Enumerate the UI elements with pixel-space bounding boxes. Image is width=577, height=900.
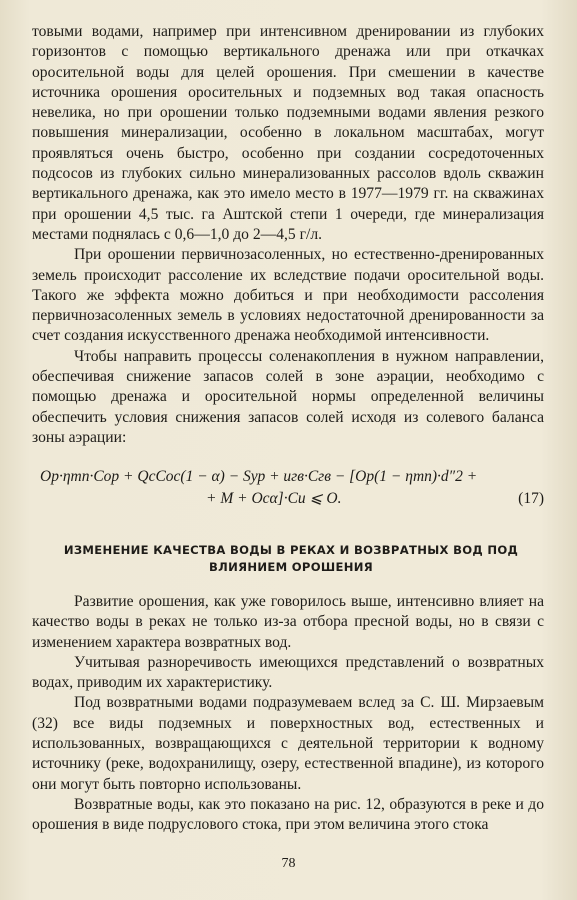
equation-line-2-text: + M + Oсα]·Cu ⩽ O.	[206, 490, 342, 507]
paragraph: Чтобы направить процессы соленакопления в нужном направлении, обеспечивая снижение запасов солей в зоне аэрации, необходимо с помощью дренажа и оросительной нормы определенной величины обеспечить условия снижения запасов солей исходя из солевого баланса зоны аэрации:	[32, 347, 544, 446]
paragraph: При орошении первичнозасоленных, но естественно-дренированных земель происходит рассоление их вследствие подачи оросительной воды. Такого же эффекта можно добиться и при необходимости рассоления первичнозасоленных земель в условиях недостаточной дренированности за счет создания искусственного дренажа необходимой интенсивности.	[32, 246, 544, 345]
equation-17	[40, 466, 546, 510]
text-block-bottom	[32, 592, 544, 836]
paragraph: Учитывая разноречивость имеющихся представлений о возвратных водах, приводим их характеристику.	[32, 653, 544, 692]
paragraph: товыми водами, например при интенсивном дренировании из глубоких горизонтов с помощью вертикального дренажа или при откачках оросительной воды для целей орошения. При смешении в качестве источника орошения оросительных и подземных вод такая опасность невелика, но при орошении только подземными водами явления резкого повышения минерализации, особенно в локальном масштабах, могут проявляться очень быстро, особенно при создании сосредоточенных подсосов из глубоких сильно минерализованных рассолов вдоль скважин вертикального дренажа, как это имело место в 1977—1979 гг. на скважинах при орошении 4,5 тыс. га Аштской степи 1 очереди, где минерализация местами поднялась с 0,6—1,0 до 2—4,5 г/л.	[32, 23, 544, 243]
paragraph: Возвратные воды, как это показано на рис. 12, образуются в реке и до орошения в виде подруслового стока, при этом величина этого стока	[32, 795, 544, 834]
page-number: 78	[281, 856, 296, 871]
equation-line-2	[40, 488, 546, 510]
equation-line-1: Oр·ηmn·Cор + QсCос(1 − α) − Sур + uгв·Cгв − [Oр(1 − ηmn)·d″2 +	[40, 468, 478, 485]
paragraph: Развитие орошения, как уже говорилось выше, интенсивно влияет на качество воды в реках не только из-за отбора пресной воды, но в связи с изменением характера возвратных вод.	[32, 593, 544, 651]
text-block-top	[32, 22, 544, 448]
equation-number: (17)	[518, 490, 544, 507]
section-heading: ИЗМЕНЕНИЕ КАЧЕСТВА ВОДЫ В РЕКАХ И ВОЗВРАТНЫХ ВОД ПОД ВЛИЯНИЕМ ОРОШЕНИЯ	[63, 543, 519, 574]
paragraph: Под возвратными водами подразумеваем вслед за С. Ш. Мирзаевым (32) все виды подземных и поверхностных вод, естественных и использованных, возвращающихся с деятельной территории к водному источнику (реке, водохранилищу, озеру, естественной впадине), из которого они могут быть повторно использованы.	[32, 694, 544, 793]
